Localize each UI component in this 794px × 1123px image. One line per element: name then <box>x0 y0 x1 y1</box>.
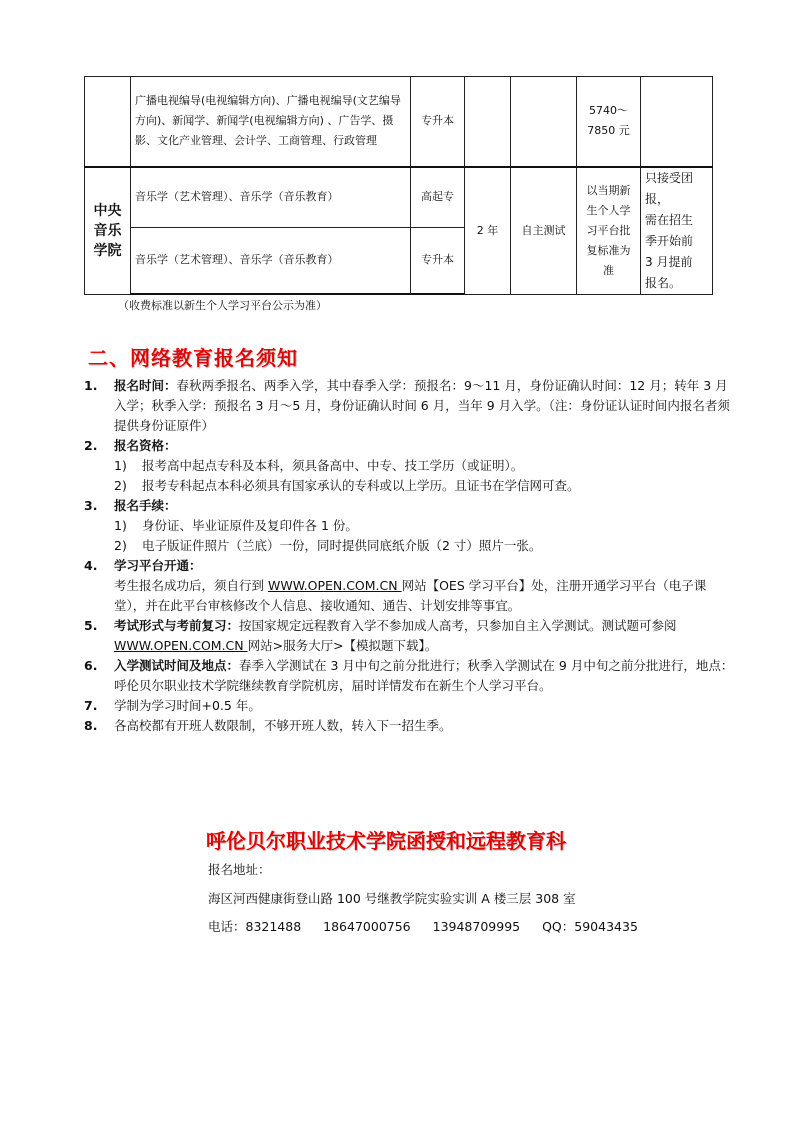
section-title: 二、网络教育报名须知 <box>88 346 298 370</box>
list-item <box>84 376 734 436</box>
list-item <box>84 556 734 616</box>
fee-text: 5740～ 7850 元 <box>587 104 630 138</box>
item-lead: 入学测试时间及地点： <box>114 658 240 673</box>
sub-item <box>114 536 734 556</box>
table-row <box>85 167 713 228</box>
website-link[interactable]: WWW.OPEN.COM.CN <box>267 578 402 593</box>
duration-cell <box>465 77 511 167</box>
admission-cell <box>511 77 577 167</box>
fee-text: 以当期新 生个人学 习平台批 复标准为 准 <box>586 183 631 277</box>
list-item <box>84 656 734 696</box>
phone-secondary: 18647000756 <box>323 919 411 934</box>
phone-primary: 电话：8321488 <box>208 919 302 934</box>
college-name: 中央 音乐 学院 <box>93 202 122 259</box>
website-link[interactable]: WWW.OPEN.COM.CN <box>114 638 248 653</box>
fee-cell <box>577 167 641 295</box>
majors-cell: 广播电视编导(电视编辑方向)、广播电视编导(文艺编导方向)、新闻学、新闻学(电视编辑方向) 、广告学、摄影、文化产业管理、会计学、工商管理、行政管理 <box>131 77 411 167</box>
note-cell <box>641 77 713 167</box>
item-lead: 报名手续： <box>114 498 177 513</box>
item-text: 各高校都有开班人数限制，不够开班人数，转入下一招生季。 <box>114 718 452 733</box>
sub-number: 1) <box>114 518 127 533</box>
list-item <box>84 436 734 496</box>
duration-cell: 2 年 <box>465 167 511 295</box>
item-text: 按国家规定远程教育入学不参加成人高考，只参加自主入学测试。测试题可参阅 <box>239 618 677 633</box>
majors-cell: 音乐学（艺术管理）、音乐学（音乐教育） <box>131 227 411 294</box>
fee-cell <box>577 77 641 167</box>
sub-list <box>114 456 734 496</box>
sub-text: 电子版证件照片（兰底）一份，同时提供同底纸介版（2 寸）照片一张。 <box>142 538 542 553</box>
level-cell: 专升本 <box>411 227 465 294</box>
address-label: 报名地址： <box>208 862 271 877</box>
note-cell <box>641 167 713 295</box>
sub-number: 1) <box>114 458 127 473</box>
list-item <box>84 616 734 656</box>
sub-list <box>114 516 734 556</box>
level-cell: 专升本 <box>411 77 465 167</box>
item-text: 学制为学习时间+0.5 年。 <box>114 698 261 713</box>
item-number: 6. <box>84 658 98 673</box>
item-text: 考生报名成功后，须自行到 <box>114 578 268 593</box>
sub-number: 2) <box>114 538 127 553</box>
sub-text: 身份证、毕业证原件及复印件各 1 份。 <box>142 518 358 533</box>
item-text: 春季入学测试在 3 月中旬之前分批进行；秋季入学测试在 9 月中旬之前分批进行，地点：呼伦贝尔职业技术学院继续教育学院机房，届时详情发布在新生个人学习平台。 <box>114 658 734 693</box>
address-text: 海区河西健康街登山路 100 号继教学院实验实训 A 楼三层 308 室 <box>208 891 576 906</box>
list-item <box>84 716 734 736</box>
majors-cell: 音乐学（艺术管理）、音乐学（音乐教育） <box>131 167 411 228</box>
note-text: 只接受团 报， 需在招生 季开始前 3 月提前 报名。 <box>645 170 694 290</box>
sub-text: 报考专科起点本科必须具有国家承认的专科或以上学历。且证书在学信网可查。 <box>142 478 580 493</box>
list-item <box>84 696 734 716</box>
item-lead: 报名时间： <box>114 378 177 393</box>
admission-cell: 自主测试 <box>511 167 577 295</box>
fee-footnote: （收费标准以新生个人学习平台公示为准） <box>118 299 327 312</box>
sub-item <box>114 516 734 536</box>
item-lead: 学习平台开通： <box>114 558 202 573</box>
item-number: 5. <box>84 618 98 633</box>
item-number: 4. <box>84 558 98 573</box>
item-lead: 报名资格： <box>114 438 177 453</box>
sub-text: 报考高中起点专科及本科，须具备高中、中专、技工学历（或证明）。 <box>142 458 524 473</box>
level-cell: 高起专 <box>411 167 465 228</box>
item-number: 1. <box>84 378 98 393</box>
item-number: 7. <box>84 698 98 713</box>
phone-tertiary: 13948709995 <box>432 919 521 934</box>
fee-table <box>84 76 713 295</box>
item-number: 8. <box>84 718 98 733</box>
sub-number: 2) <box>114 478 127 493</box>
college-cell <box>85 77 131 167</box>
college-cell <box>85 167 131 295</box>
item-number: 2. <box>84 438 98 453</box>
qq-number: QQ：59043435 <box>542 919 638 934</box>
footer-title: 呼伦贝尔职业技术学院函授和远程教育科 <box>206 829 566 853</box>
sub-item <box>114 476 734 496</box>
item-text: 网站>服务大厅>【模拟题下载】。 <box>247 638 438 653</box>
table-row <box>85 77 713 167</box>
item-number: 3. <box>84 498 98 513</box>
contact-line <box>208 917 656 935</box>
item-lead: 考试形式与考前复习： <box>114 618 240 633</box>
sub-item <box>114 456 734 476</box>
list-item <box>84 496 734 556</box>
item-text: 春秋两季报名、两季入学，其中春季入学：预报名：9～11 月，身份证确认时间：12 月；转年 3 月入学；秋季入学：预报名 3 月～5 月，身份证确认时间 6 月，当年 9 月入学。（注：身份证认证时间内报名者须提供身份证原件） <box>114 378 730 433</box>
notice-list <box>84 376 734 736</box>
item-text: 网站【OES 学习平台】处，注册开通学习平台（电子课堂），并在此平台审核修改个人信息、接收通知、通告、计划安排等事宜。 <box>114 578 707 613</box>
